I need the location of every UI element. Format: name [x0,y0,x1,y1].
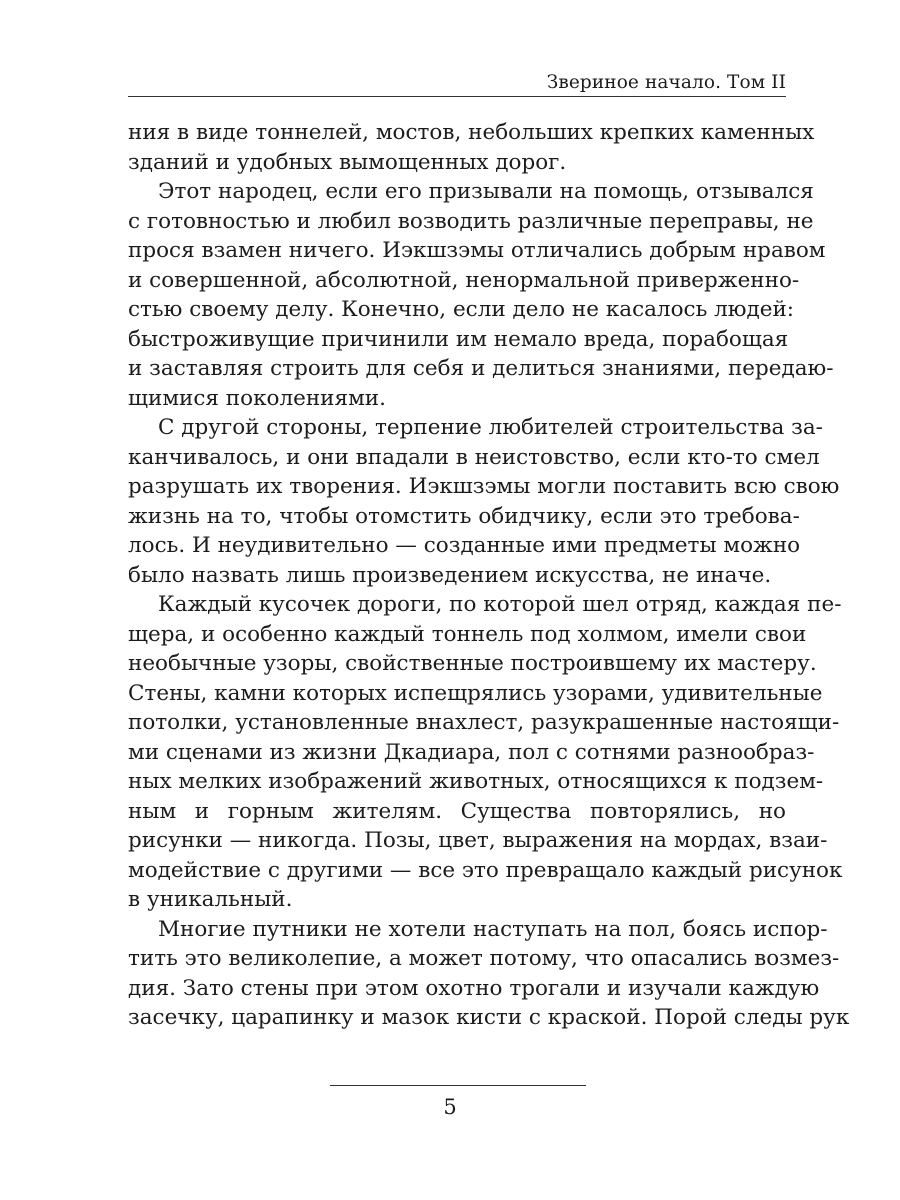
text-line: Стены, камни которых испещрялись узорами, удивительные [128,680,823,706]
text-line: Каждый кусочек дороги, по которой шел отряд, каждая пе- [158,592,842,617]
text-line: модействие с другими — все это превращало каждый рисунок [128,857,843,883]
running-title: Звериное начало. Том II [546,72,786,93]
text-line: прося взамен ничего. Иэкшзэмы отличались добрым нравом [128,238,826,263]
running-header [128,70,786,97]
text-line: в уникальный. [128,887,293,912]
footer-divider [330,1085,586,1086]
text-line: ния в виде тоннелей, мостов, небольших крепких каменных [128,120,815,145]
text-line: ных мелких изображений животных, относящихся к подзем- [128,769,824,794]
text-line: канчивалось, и они впадали в неистовство, если кто-то смел [128,444,820,470]
page-body [128,118,850,1033]
text-line: с готовностью и любил возводить различные переправы, не [128,208,814,234]
text-line: лось. И неудивительно — созданные ими предметы можно [128,533,801,558]
page-number: 5 [443,1095,457,1119]
text-line: ми сценами из жизни Дкадиара, пол с сотнями разнообраз- [128,739,815,765]
text-line: потолки, установленные внахлест, разукрашенные настоящи- [128,710,840,735]
text-line: было назвать лишь произведением искусства, не иначе. [128,562,772,588]
text-line: Этот народец, если его призывали на помощь, отзывался [158,179,814,204]
text-line: жизнь на то, чтобы отомстить обидчику, если это требова- [128,503,800,529]
text-line: стью своему делу. Конечно, если дело не касалось людей: [128,297,795,322]
text-line: и заставляя строить для себя и делиться знаниями, передаю- [128,356,834,381]
text-line: тить это великолепие, а может потому, что опасались возмез- [128,946,840,971]
text-line: рисунки — никогда. Позы, цвет, выражения на мордах, взаи- [128,828,828,853]
text-line: быстроживущие причинили им немало вреда, порабощая [128,326,789,352]
text-line: необычные узоры, свойственные построившему их мастеру. [128,651,817,676]
text-line: разрушать их творения. Иэкшзэмы могли поставить всю свою [128,474,840,499]
text-line: ным и горным жителям. Существа повторялись, но [128,798,786,824]
text-line: и совершенной, абсолютной, ненормальной приверженно- [128,267,800,293]
text-line: Многие путники не хотели наступать на пол, боясь испор- [158,916,828,942]
text-line: щера, и особенно каждый тоннель под холмом, имели свои [128,621,807,647]
text-line: зданий и удобных вымощенных дорог. [128,149,567,175]
text-line: засечку, царапинку и мазок кисти с краской. Порой следы рук [128,1005,850,1030]
text-line: дия. Зато стены при этом охотно трогали и изучали каждую [128,975,820,1001]
text-line: щимися поколениями. [128,385,386,411]
text-line: С другой стороны, терпение любителей строительства за- [158,415,823,440]
